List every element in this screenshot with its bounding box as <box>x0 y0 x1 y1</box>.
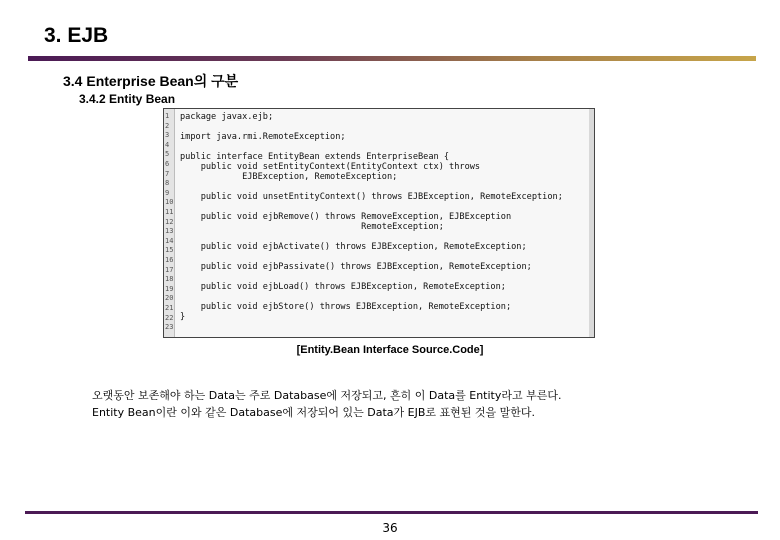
line-number: 22 <box>165 313 174 322</box>
line-number: 1 <box>165 112 170 120</box>
section-heading: 3.4 Enterprise Bean의 구분 <box>63 73 239 89</box>
line-number: 23 <box>165 323 174 332</box>
code-line: public void unsetEntityContext() throws EJBException, RemoteException; <box>180 192 563 202</box>
line-number: 18 <box>165 275 174 284</box>
paragraph-line-2: Entity Bean이란 이와 같은 Database에 저장되어 있는 Data가 EJB로 표현된 것을 말한다. <box>92 406 535 419</box>
line-number: 10 <box>165 198 174 207</box>
line-number: 20 <box>165 294 174 303</box>
code-line: public void ejbPassivate() throws EJBException, RemoteException; <box>180 262 532 272</box>
code-line: import java.rmi.RemoteException; <box>180 132 346 142</box>
code-line: public void ejbActivate() throws EJBException, RemoteException; <box>180 242 527 252</box>
code-line: public void ejbStore() throws EJBException, RemoteException; <box>180 302 512 312</box>
figure-caption: [Entity.Bean Interface Source.Code] <box>296 344 484 356</box>
line-number: 9 <box>165 188 170 197</box>
footer-rule <box>25 511 758 514</box>
page-number: 36 <box>382 521 398 535</box>
slide-title: 3. EJB <box>44 24 109 47</box>
line-number: 15 <box>165 246 174 255</box>
subsection-heading: 3.4.2 Entity Bean <box>79 92 176 106</box>
code-line: public interface EntityBean extends EnterpriseBean { <box>180 152 450 162</box>
line-number: 3 <box>165 131 170 140</box>
line-number-gutter <box>164 109 175 337</box>
code-line: public void ejbLoad() throws EJBException, RemoteException; <box>180 282 506 292</box>
source-code-screenshot <box>163 108 595 338</box>
line-number: 11 <box>165 208 174 216</box>
line-number: 13 <box>165 227 174 236</box>
code-line: package javax.ejb; <box>180 112 274 122</box>
line-number: 21 <box>165 304 174 312</box>
code-line: public void ejbRemove() throws RemoveException, EJBException <box>180 212 512 222</box>
line-number: 12 <box>165 217 174 226</box>
code-line: } <box>180 312 186 322</box>
paragraph-line-1: 오랫동안 보존해야 하는 Data는 주로 Database에 저장되고, 흔히 이 Data를 Entity라고 부른다. <box>92 389 562 402</box>
code-line: EJBException, RemoteException; <box>180 172 398 182</box>
line-number: 6 <box>165 160 170 168</box>
code-line: RemoteException; <box>180 222 444 232</box>
title-underline <box>28 56 756 61</box>
line-number: 8 <box>165 179 170 188</box>
line-number: 19 <box>165 284 174 293</box>
body-paragraph <box>92 387 562 421</box>
line-number: 2 <box>165 121 170 130</box>
line-number: 14 <box>165 236 174 245</box>
line-number: 5 <box>165 150 170 159</box>
line-number: 4 <box>165 140 170 149</box>
line-number: 16 <box>165 256 174 264</box>
line-number: 17 <box>165 265 174 274</box>
line-number: 7 <box>165 169 170 178</box>
code-scrollbar <box>589 109 594 337</box>
code-line: public void setEntityContext(EntityContext ctx) throws <box>180 162 481 172</box>
